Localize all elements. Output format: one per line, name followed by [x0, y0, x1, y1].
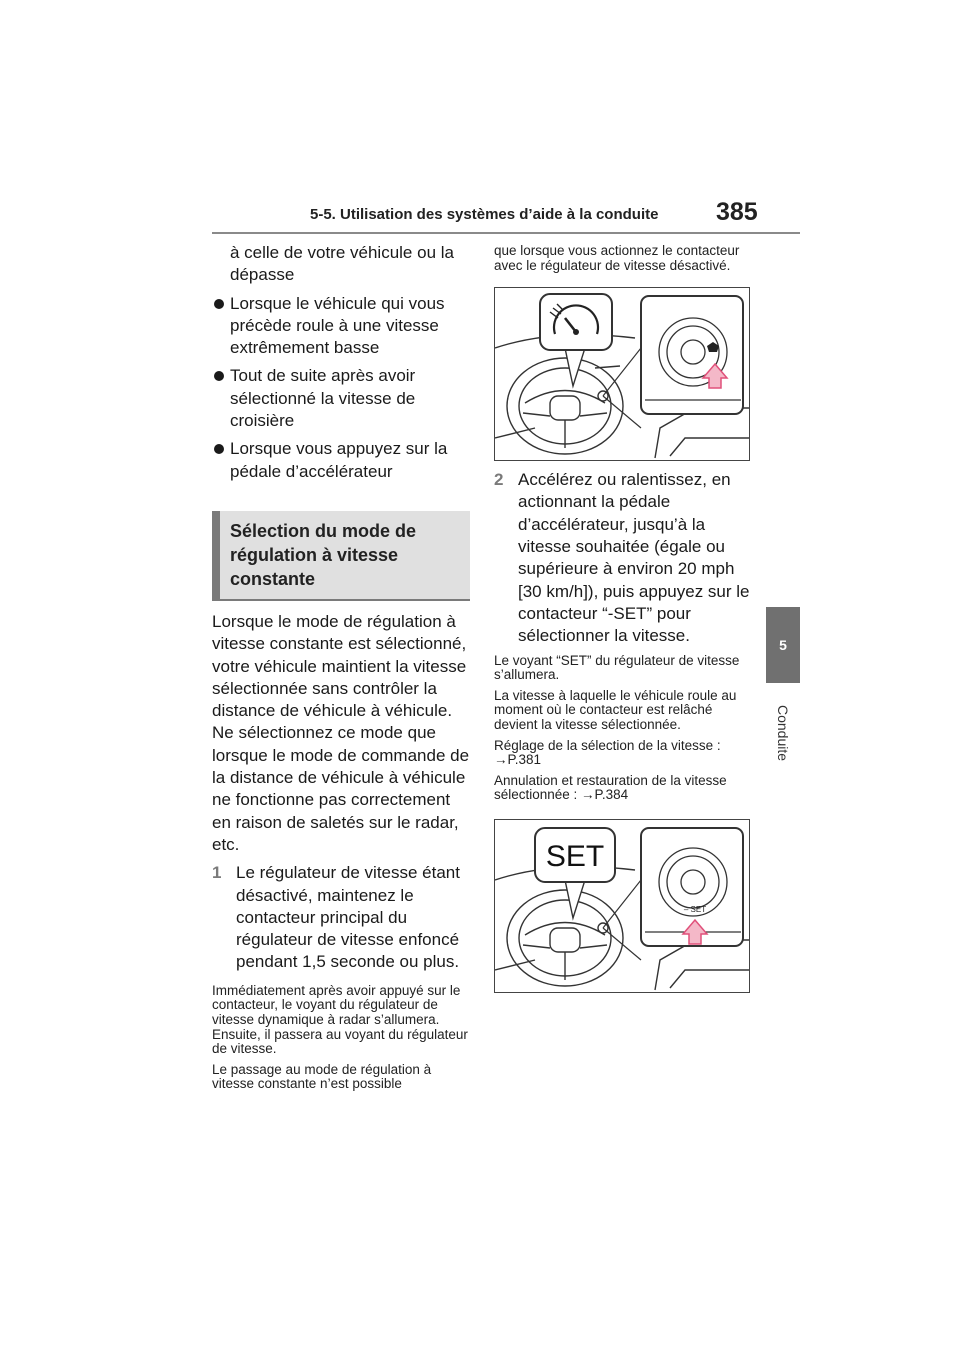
section-paragraph: Lorsque le mode de régulation à vitesse constante est sélectionné, votre véhicule maintient la vitesse sélectionnée sans contrôler la distance de véhicule à véhicule. Ne sélectionnez ce mode que lorsque le mode de commande de la distance de véhicule à véhicule ne fonctionne pas correctement en raison de saletés sur le radar, etc. [212, 611, 470, 854]
bullet-item: Lorsque le véhicule qui vous précède roule à une vitesse extrêmement basse [212, 293, 470, 360]
note: Le passage au mode de régulation à vitesse constante n’est possible [212, 1061, 432, 1092]
step-text: Accélérez ou ralentissez, en actionnant la pédale d’accélérateur, jusqu’à la vitesse souhaitée (égale ou supérieure à environ 20 mph [30 km/h]), puis appuyez sur le contacteur “-SET” pour sélectionner la vitesse. [518, 470, 750, 646]
cross-reference: Annulation et restauration de la vitesse sélectionnée : →P.384 [494, 772, 727, 803]
chapter-label: Conduite [775, 704, 792, 762]
step-number: 2 [494, 470, 504, 490]
set-button-label: – SET [683, 904, 707, 914]
note: Immédiatement après avoir appuyé sur le contacteur, le voyant du régulateur de vitesse dynamique à radar s’allumera. Ensuite, il passera au voyant du régulateur de vitesse. [212, 982, 468, 1057]
cross-reference: Réglage de la sélection de la vitesse : →P.381 [494, 737, 721, 768]
callout-pointer [565, 880, 585, 918]
right-column [494, 244, 752, 993]
steering-wheel-illustration [495, 820, 749, 992]
continued-line: à celle de votre véhicule ou la dépasse [230, 243, 454, 285]
steering-wheel-illustration [495, 288, 749, 460]
callout-pointer [565, 348, 585, 386]
step-1 [212, 862, 470, 973]
bullet-item: Lorsque vous appuyez sur la pédale d’accélérateur [212, 438, 470, 483]
section-heading: Sélection du mode de régulation à vitesse constante [212, 511, 470, 601]
figure-cruise-main-switch [494, 287, 750, 461]
step-text: Le régulateur de vitesse étant désactivé, maintenez le contacteur principal du régulateur de vitesse enfoncé pendant 1,5 seconde ou plus. [236, 863, 460, 972]
header-divider [212, 232, 800, 234]
zoom-inset [641, 296, 743, 414]
note: que lorsque vous actionnez le contacteur avec le régulateur de vitesse désactivé. [494, 243, 740, 273]
chapter-tab: 5 [766, 607, 800, 683]
note: La vitesse à laquelle le véhicule roule au moment où le contacteur est relâché devient la vitesse sélectionnée. [494, 687, 737, 732]
header-section-title: 5-5. Utilisation des systèmes d’aide à la conduite [310, 206, 659, 223]
page-number: 385 [716, 198, 758, 226]
step-2 [494, 469, 752, 647]
figure-set-switch [494, 819, 750, 993]
note: Le voyant “SET” du régulateur de vitesse s’allumera. [494, 652, 740, 683]
callout-bubble [540, 294, 612, 350]
bullet-item: Tout de suite après avoir sélectionné la vitesse de croisière [212, 365, 470, 432]
step-number: 1 [212, 863, 222, 883]
set-callout-text: SET [545, 839, 605, 873]
left-column [212, 242, 470, 1098]
